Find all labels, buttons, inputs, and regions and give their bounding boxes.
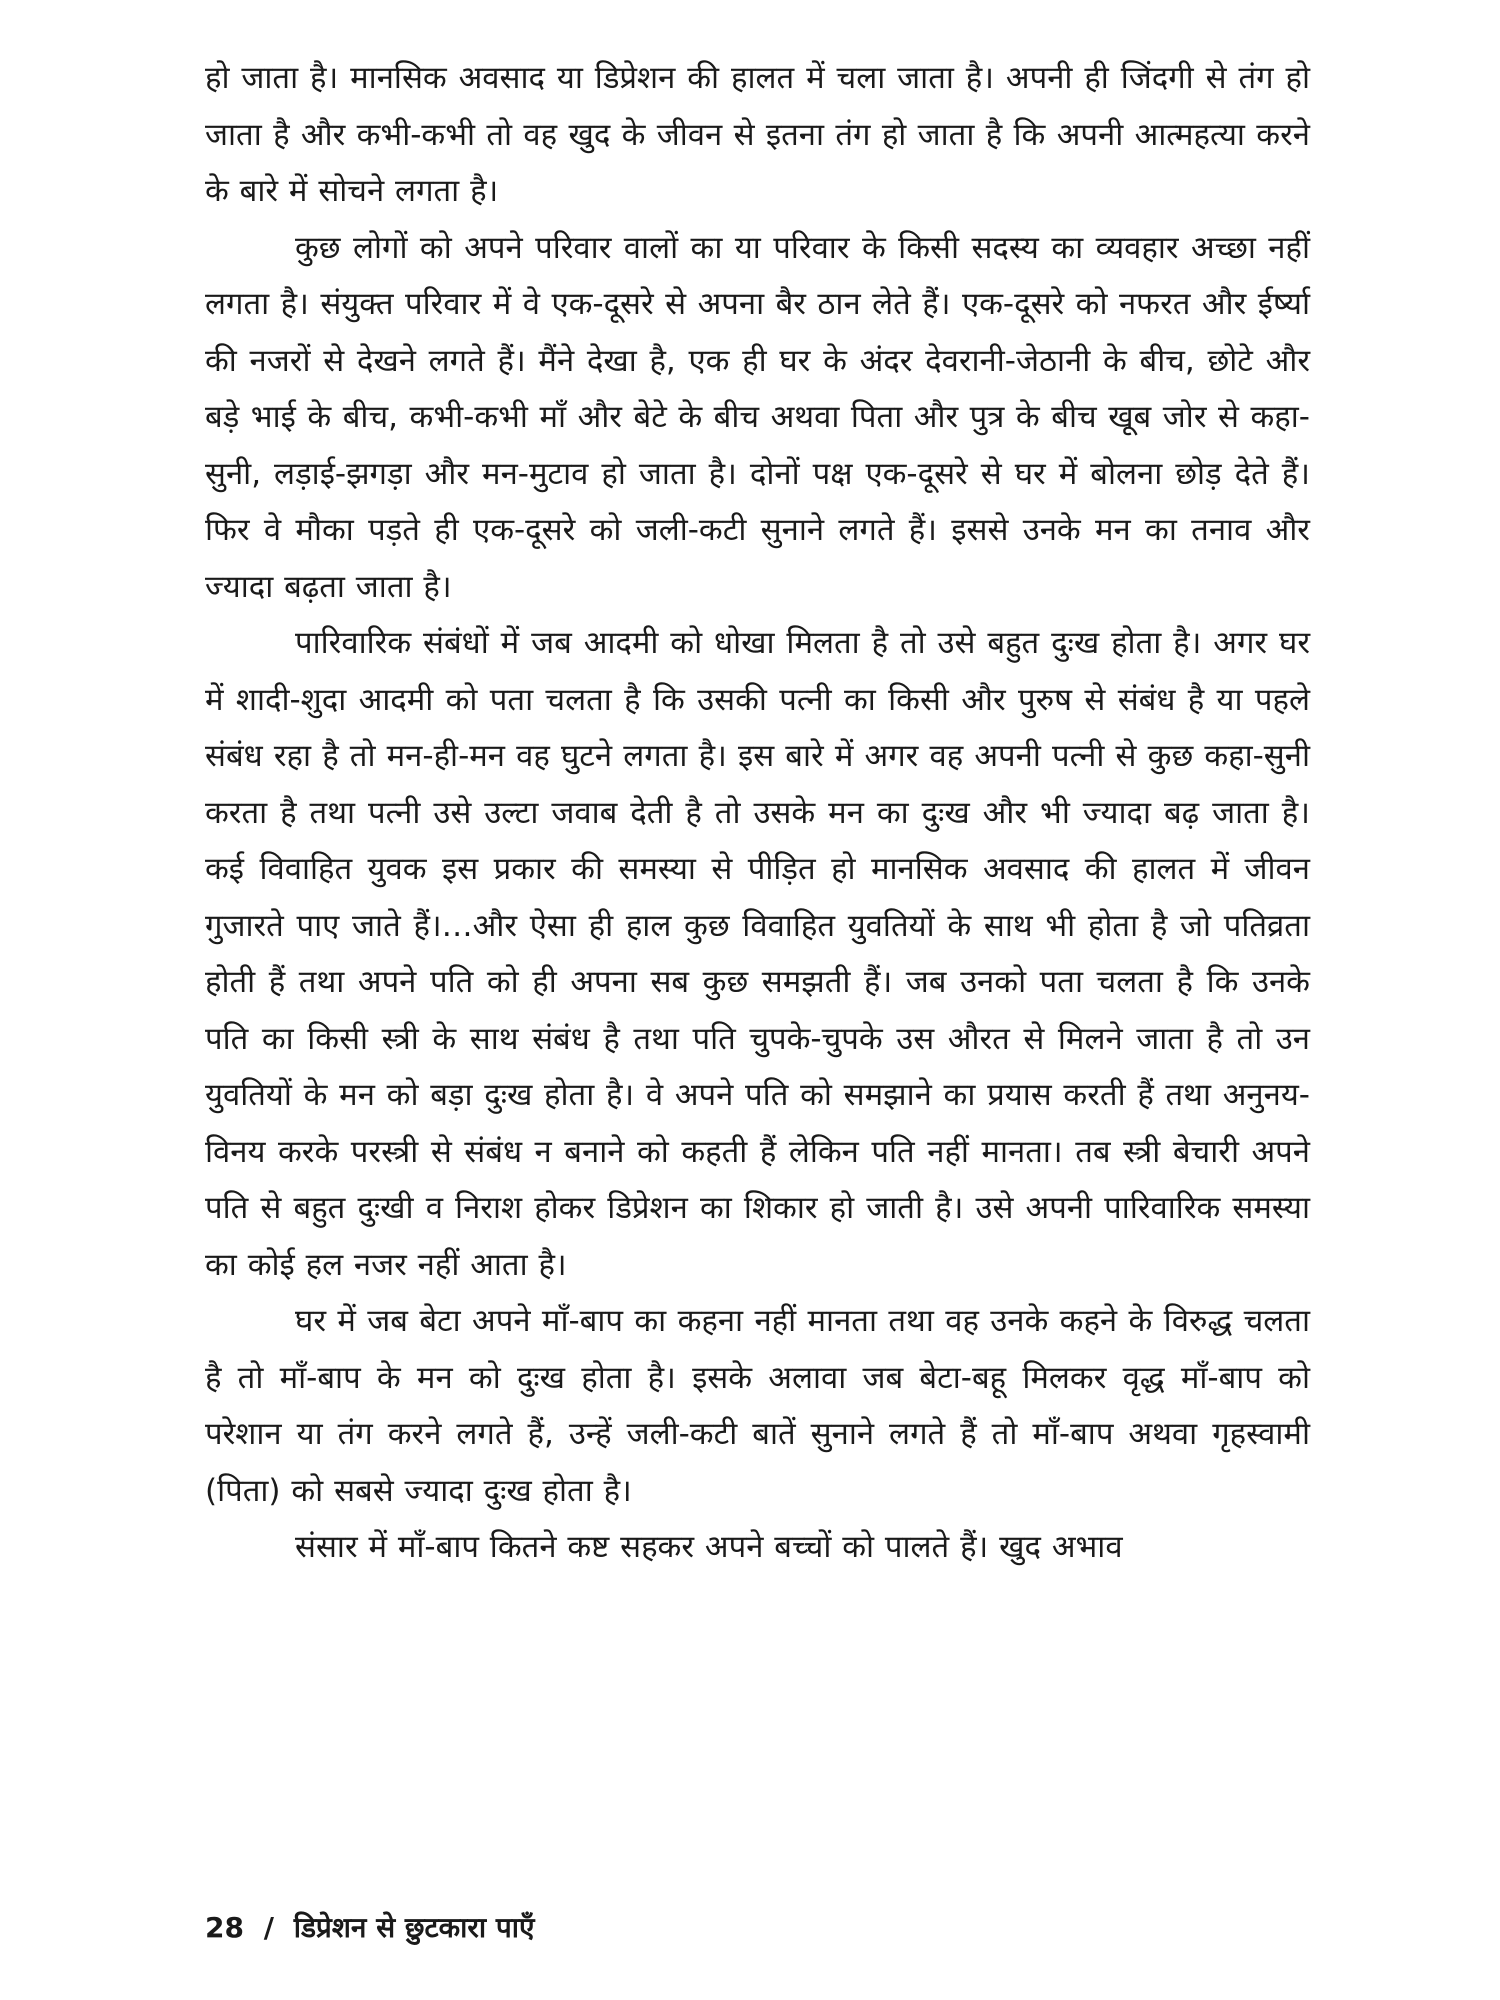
paragraph-5: संसार में माँ-बाप कितने कष्ट सहकर अपने बच्चों को पालते हैं। खुद अभाव: [295, 1529, 1123, 1565]
paragraph-4: घर में जब बेटा अपने माँ-बाप का कहना नहीं मानता तथा वह उनके कहने के विरुद्ध चलता है तो माँ-बाप के मन को दुःख होता है। इसके अलावा जब बेटा-बहू मिलकर वृद्ध माँ-बाप को परेशान या तंग करने लगते हैं, उन्हें जली-कटी बातें सुनाने लगते हैं तो माँ-बाप अथवा गृहस्वामी (पिता) को सबसे ज्यादा दुःख होता है।: [205, 1303, 1310, 1509]
paragraph-2: कुछ लोगों को अपने परिवार वालों का या परिवार के किसी सदस्य का व्यवहार अच्छा नहीं लगता है। संयुक्त परिवार में वे एक-दूसरे से अपना बैर ठान लेते हैं। एक-दूसरे को नफरत और ईर्ष्या की नजरों से देखने लगते हैं। मैंने देखा है, एक ही घर के अंदर देवरानी-जेठानी के बीच, छोटे और बड़े भाई के बीच, कभी-कभी माँ और बेटे के बीच अथवा पिता और पुत्र के बीच खूब जोर से कहा-सुनी, लड़ाई-झगड़ा और मन-मुटाव हो जाता है। दोनों पक्ष एक-दूसरे से घर में बोलना छोड़ देते हैं। फिर वे मौका पड़ते ही एक-दूसरे को जली-कटी सुनाने लगते हैं। इससे उनके मन का तनाव और ज्यादा बढ़ता जाता है।: [205, 229, 1310, 605]
book-title: डिप्रेशन से छुटकारा पाएँ: [293, 1911, 535, 1944]
page-number: 28: [205, 1911, 244, 1944]
page-body: [205, 50, 1310, 1576]
paragraph-1: हो जाता है। मानसिक अवसाद या डिप्रेशन की हालत में चला जाता है। अपनी ही जिंदगी से तंग हो जाता है और कभी-कभी तो वह खुद के जीवन से इतना तंग हो जाता है कि अपनी आत्महत्या करने के बारे में सोचने लगता है।: [205, 60, 1310, 209]
paragraph-3: पारिवारिक संबंधों में जब आदमी को धोखा मिलता है तो उसे बहुत दुःख होता है। अगर घर में शादी-शुदा आदमी को पता चलता है कि उसकी पत्नी का किसी और पुरुष से संबंध है या पहले संबंध रहा है तो मन-ही-मन वह घुटने लगता है। इस बारे में अगर वह अपनी पत्नी से कुछ कहा-सुनी करता है तथा पत्नी उसे उल्टा जवाब देती है तो उसके मन का दुःख और भी ज्यादा बढ़ जाता है। कई विवाहित युवक इस प्रकार की समस्या से पीड़ित हो मानसिक अवसाद की हालत में जीवन गुजारते पाए जाते हैं।…और ऐसा ही हाल कुछ विवाहित युवतियों के साथ भी होता है जो पतिव्रता होती हैं तथा अपने पति को ही अपना सब कुछ समझती हैं। जब उनको पता चलता है कि उनके पति का किसी स्त्री के साथ संबंध है तथा पति चुपके-चुपके उस औरत से मिलने जाता है तो उन युवतियों के मन को बड़ा दुःख होता है। वे अपने पति को समझाने का प्रयास करती हैं तथा अनुनय-विनय करके परस्त्री से संबंध न बनाने को कहती हैं लेकिन पति नहीं मानता। तब स्त्री बेचारी अपने पति से बहुत दुःखी व निराश होकर डिप्रेशन का शिकार हो जाती है। उसे अपनी पारिवारिक समस्या का कोई हल नजर नहीं आता है।: [205, 625, 1310, 1283]
page-footer: [205, 1908, 534, 1946]
footer-separator: /: [263, 1911, 274, 1944]
